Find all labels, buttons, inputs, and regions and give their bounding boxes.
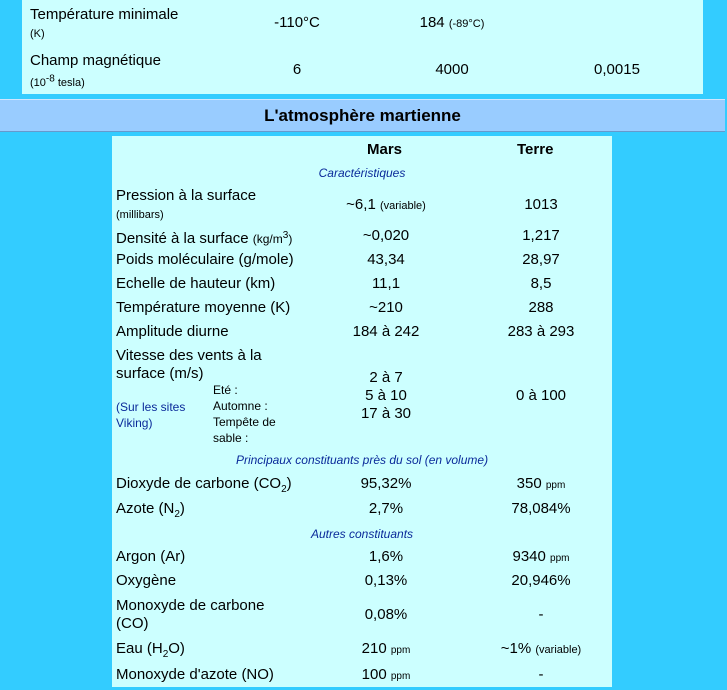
value-terre: 78,084% bbox=[511, 500, 571, 517]
value-mars: 95,32% bbox=[360, 475, 412, 492]
row-label: Dioxyde de carbone $(CO_2)$ bbox=[116, 475, 292, 495]
table-row bbox=[112, 666, 612, 690]
value-mars: ~210 bbox=[369, 299, 403, 316]
value-mars: 2 à 7 5 à 10 17 à 30 bbox=[360, 369, 412, 422]
column-header-terre: Terre bbox=[517, 141, 554, 158]
table-row bbox=[112, 251, 612, 275]
value-terre: - bbox=[538, 606, 544, 623]
row-label: Monoxyde d'azote (NO) bbox=[116, 666, 274, 683]
value-terre: 0 à 100 bbox=[515, 387, 567, 404]
value-mars: -110°C bbox=[274, 14, 320, 31]
seasons-list: Eté : Automne : Tempête de sable : bbox=[213, 383, 276, 445]
table-row-vents bbox=[112, 347, 612, 447]
table-row bbox=[112, 275, 612, 299]
comparison-table-top bbox=[22, 0, 703, 94]
value-terre: 4000 bbox=[435, 61, 469, 78]
value-terre: ~1% (variable) bbox=[500, 640, 582, 657]
value-terre: 1,217 bbox=[522, 227, 560, 244]
value-mars: 0,13% bbox=[364, 572, 408, 589]
section-title: L'atmosphère martienne bbox=[0, 99, 725, 132]
value-terre: 20,946% bbox=[511, 572, 571, 589]
table-row bbox=[112, 299, 612, 323]
row-label: Poids moléculaire (g/mole) bbox=[116, 251, 294, 268]
caption-caracteristiques: Caractéristiques bbox=[318, 166, 406, 180]
atmosphere-table bbox=[112, 136, 612, 687]
value-terre: 28,97 bbox=[522, 251, 560, 268]
table-row bbox=[112, 572, 612, 596]
value-terre: - bbox=[538, 666, 544, 683]
value-mars: 100 ppm bbox=[361, 666, 411, 683]
value-mars: 184 à 242 bbox=[352, 323, 420, 340]
value-mars: 210 ppm bbox=[361, 640, 411, 657]
table-row bbox=[112, 475, 612, 499]
caption-constituants: Principaux constituants près du sol (en volume) bbox=[235, 453, 489, 467]
row-label: Vitesse des vents à la surface (m/s) bbox=[116, 347, 262, 382]
row-label: Densité à la surface $(kg/m^3)$ bbox=[116, 230, 293, 247]
table-row bbox=[112, 500, 612, 524]
viking-note: (Sur les sites Viking) bbox=[116, 400, 186, 430]
value-mars: ~0,020 bbox=[362, 227, 410, 244]
value-terre: 350 ppm bbox=[516, 475, 566, 492]
value-mars: ~6,1 (variable) bbox=[346, 196, 426, 213]
value-terre: 283 à 293 bbox=[507, 323, 575, 340]
row-label: Echelle de hauteur (km) bbox=[116, 275, 276, 292]
row-label: Pression à la surface (millibars) bbox=[116, 187, 257, 221]
table-row bbox=[112, 597, 612, 633]
column-header-mars: Mars bbox=[367, 141, 403, 158]
table-row bbox=[112, 187, 612, 221]
row-label: Champ magnétique ($10^{-8}$ tesla) bbox=[30, 52, 161, 89]
row-label: Eau $(H_2O)$ bbox=[116, 640, 185, 660]
value-terre: 1013 bbox=[524, 196, 558, 213]
row-label: Argon (Ar) bbox=[116, 548, 186, 565]
value-mars: 1,6% bbox=[368, 548, 404, 565]
value-terre: 8,5 bbox=[530, 275, 552, 292]
table-row bbox=[112, 640, 612, 664]
table-row bbox=[112, 548, 612, 572]
row-label: Oxygène bbox=[116, 572, 177, 589]
value-mars: 0,08% bbox=[364, 606, 408, 623]
value-terre: 9340 ppm bbox=[512, 548, 570, 565]
value-mars: 43,34 bbox=[367, 251, 405, 268]
value-other: 0,0015 bbox=[594, 61, 640, 78]
row-label: Monoxyde de carbone (CO) bbox=[116, 597, 265, 632]
table-row bbox=[112, 227, 612, 251]
value-mars: 2,7% bbox=[368, 500, 404, 517]
value-terre: 288 bbox=[528, 299, 554, 316]
value-mars: 11,1 bbox=[371, 275, 401, 292]
row-label: Température moyenne (K) bbox=[116, 299, 291, 316]
table-row bbox=[112, 323, 612, 347]
caption-autres: Autres constituants bbox=[310, 527, 414, 541]
value-mars: 6 bbox=[292, 61, 302, 78]
row-label: Azote $(N_2)$ bbox=[116, 500, 185, 520]
row-label: Amplitude diurne bbox=[116, 323, 229, 340]
row-label: Température minimale (K) bbox=[30, 6, 179, 40]
value-terre: 184 (-89°C) bbox=[419, 14, 485, 31]
